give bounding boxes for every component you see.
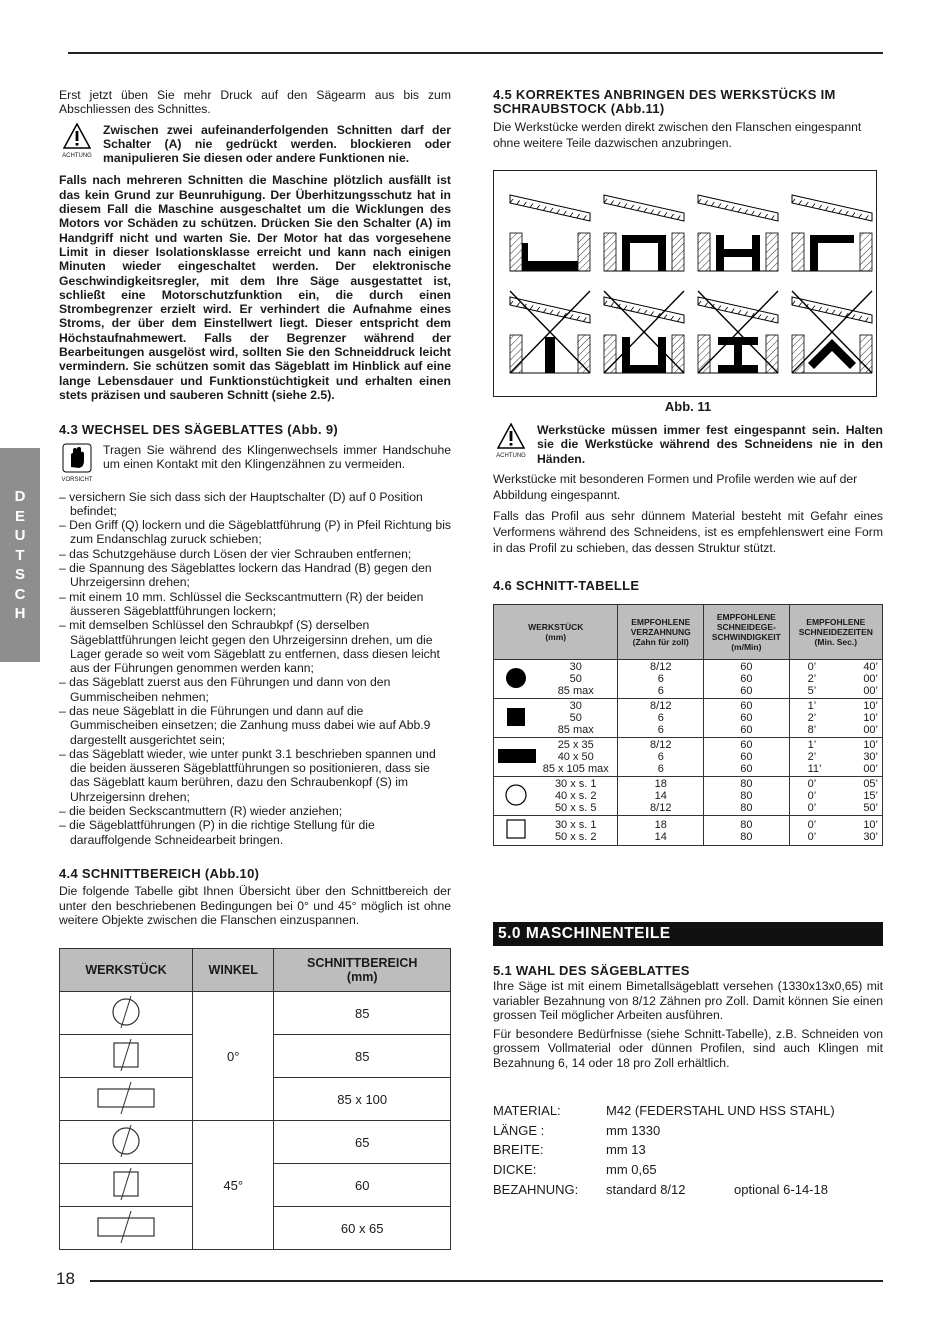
warning-block-2 xyxy=(493,423,883,466)
blade-change-step: – das Schutzgehäuse durch Lösen der vier Schrauben entfernen; xyxy=(59,546,412,561)
figure-caption: Abb. 11 xyxy=(664,399,712,414)
table-row xyxy=(494,777,883,816)
time-seconds: 10’ 30’ xyxy=(863,818,878,843)
glove-icon: VORSICHT xyxy=(59,443,95,484)
footer-rule xyxy=(90,1280,883,1282)
table-row xyxy=(60,992,451,1035)
page-number: 18 xyxy=(56,1269,75,1288)
spec-label: LÄNGE : xyxy=(493,1122,545,1138)
spec-extra: optional 6-14-18 xyxy=(734,1181,828,1197)
round-solid-icon xyxy=(503,665,529,694)
warning-icon: ACHTUNG xyxy=(493,423,529,460)
spec-label: BEZAHNUNG: xyxy=(493,1181,579,1197)
correct-clamping-channel-down xyxy=(604,195,684,271)
warning-icon: ACHTUNG xyxy=(59,123,95,160)
table-row xyxy=(494,738,883,777)
side-tab-letter: T xyxy=(15,546,25,564)
workpiece-size-cell: 30 x s. 1 40 x s. 2 50 x s. 5 xyxy=(554,778,597,814)
spec-value: mm 1330 xyxy=(606,1122,661,1138)
table-header-teeth: EMPFOHLENE VERZAHNUNG (Zahn für zoll) xyxy=(618,605,704,660)
speed-cell: 80 80 xyxy=(704,816,790,846)
teeth-cell: 18 14 xyxy=(618,816,704,846)
blade-change-step: – mit einem 10 mm. Schlüssel die Seckscantmuttern (R) der beiden äusseren Sägeblattführungen lockern; xyxy=(59,589,424,618)
rect-profile-icon xyxy=(93,1081,159,1118)
warning-text-2: Werkstücke müssen immer fest eingespannt sein. Halten sie die Werkstücke während des Schneidens nie in den Händen. xyxy=(537,423,883,466)
round-profile-icon xyxy=(103,995,149,1032)
angle-cell: 0° xyxy=(193,992,274,1121)
spec-value: M42 (FEDERSTAHL UND HSS STAHL) xyxy=(606,1103,835,1118)
time-minutes: 1’ 2’ 8’ xyxy=(807,700,817,736)
cutting-range-table xyxy=(59,948,451,1250)
rect-profile-icon xyxy=(93,1210,159,1247)
square-profile-icon xyxy=(103,1038,149,1075)
table-header-angle: WINKEL xyxy=(193,949,274,992)
side-tab-letter: U xyxy=(14,527,26,544)
workpiece-size-cell: 30 50 85 max xyxy=(557,661,594,697)
blade-change-step: – mit demselben Schlüssel den Schraubkpf (S) derselben Sägeblattführungen leicht gegen den Uhrzeigersinn drehen, um die Lager gerade so weit vom Sägeblatt zu entfernen, dass diesen leicht aus der Führungen genommen werden kann; xyxy=(59,618,440,676)
workpiece-size-cell: 30 50 85 max xyxy=(557,700,594,736)
square-tube-icon xyxy=(504,817,528,844)
time-seconds: 10’ 10’ 00’ xyxy=(863,700,878,736)
side-tab-letter: S xyxy=(14,566,25,583)
overload-protection-text: Falls nach mehreren Schnitten die Maschine plötzlich ausfällt ist das kein Grund zur Beunruhigung. Der Überhitzungsschutz hat in diesem Fall die Maschine ausgeschaltet um die Wicklungen des Motors vor Schäden zu schützen. Drücken Sie den Schalter (A) im Handgriff nicht und warten Sie. Der Motor hat das vorgesehene Limit in dieser Isolationsklasse erreicht und kann nach einigen Minuten wieder eingeschaltet werden. Der elektronische Geschwindigkeitsregler, mit dem Ihre Säge ausgestattet ist, schließt eine Motorschutzfunktion ein, die durch einen Strombegrenzer erzielt wird. Er verhindert die Aufnahme eines Stroms, der über dem Einstellwert liegt. Dieser entspricht dem Höchstaufnahmewert. Falls der Begrenzer während der Bearbeitungen ausgelöst wird, sollten Sie den Schneiddruck leicht vermindern. Sie schützen somit das Sägeblatt im Hinblick auf eine lange Lebensdauer und Funktionstüchtigkeit und erhalten einen stets präzisen und sauberen Schnitt (siehe 2.5). xyxy=(59,173,451,402)
teeth-cell: 8/12 6 6 xyxy=(618,738,704,777)
header-rule xyxy=(68,52,883,54)
spec-row xyxy=(493,1121,883,1141)
speed-cell: 60 60 60 xyxy=(704,699,790,738)
section-4-4-text: Die folgende Tabelle gibt Ihnen Übersicht über den Schnittbereich der unter den beschriebenen Bedingungen bei 0° und 45° möglich ist ohne weitere Objekte zwischen die Flanschen einzuspannen. xyxy=(59,884,451,927)
teeth-cell: 18 14 8/12 xyxy=(618,777,704,816)
intro-text: Erst jetzt üben Sie mehr Druck auf den Sägearm aus bis zum Abschliessen des Schnittes. xyxy=(59,88,451,117)
right-column xyxy=(493,88,883,151)
square-profile-icon xyxy=(103,1167,149,1204)
speed-cell: 80 80 80 xyxy=(704,777,790,816)
time-minutes: 0’ 0’ xyxy=(807,818,817,843)
time-minutes: 0’ 2’ 5’ xyxy=(807,661,817,697)
side-tab-letter: E xyxy=(14,507,25,525)
warning-text: Zwischen zwei aufeinanderfolgenden Schnitten darf der Schalter (A) nie gedrückt werden. blockieren oder manipulieren Sie diesen oder andere Funktionen nie. xyxy=(103,122,451,166)
table-row xyxy=(494,816,883,846)
correct-clamping-h-beam xyxy=(698,195,778,271)
table-header-workpiece: WERKSTÜCK xyxy=(60,949,193,992)
spec-row xyxy=(493,1180,883,1200)
spec-value: mm 13 xyxy=(606,1142,646,1158)
cutting-range-cell: 85 xyxy=(274,1035,451,1078)
table-header-speed: EMPFOHLENE SCHNEIDEGE- SCHWINDIGKEIT (m/Min) xyxy=(704,605,790,660)
blade-change-step: – das Sägeblatt wieder, wie unter punkt 3.1 beschrieben spannen und die beiden äusseren Sägeblattführungen so positionieren, dass sie das Sägeblatt kaum berühren, dazu den Schraubenkopf (S) im Uhrzeigersinn drehen; xyxy=(59,746,436,804)
speed-cell: 60 60 60 xyxy=(704,738,790,777)
section-4-4-heading: 4.4 SCHNITTBEREICH (Abb.10) xyxy=(59,865,260,881)
angle-cell: 45° xyxy=(193,1121,274,1250)
spec-label: BREITE: xyxy=(493,1142,544,1158)
caution-block xyxy=(59,443,451,484)
blade-specifications xyxy=(493,1101,883,1200)
blade-change-step: – die Sägeblattführungen (P) in die richtige Stellung für die darauffolgende Schneidearbeit bringen. xyxy=(59,818,375,847)
section-5-0-heading: 5.0 MASCHINENTEILE xyxy=(493,922,883,946)
correct-clamping-flat xyxy=(510,195,590,271)
teeth-cell: 8/12 6 6 xyxy=(618,699,704,738)
table-header-workpiece-mm: WERKSTÜCK (mm) xyxy=(494,605,618,660)
blade-change-step: – das Sägeblatt zuerst aus den Führungen und dann von den Gummischeiben nehmen; xyxy=(59,675,391,704)
table-header-time: EMPFOHLENE SCHNEIDEZEITEN (Min. Sec.) xyxy=(789,605,882,660)
table-header-range: SCHNITTBEREICH (mm) xyxy=(274,949,451,992)
round-profile-icon xyxy=(103,1124,149,1161)
spec-row xyxy=(493,1160,883,1180)
cutting-range-cell: 85 x 100 xyxy=(274,1078,451,1121)
wrong-clamping-angle-up xyxy=(792,291,872,373)
spec-value: standard 8/12 xyxy=(606,1181,686,1197)
teeth-cell: 8/12 6 6 xyxy=(618,660,704,699)
cutting-range-cell: 60 x 65 xyxy=(274,1207,451,1250)
section-4-5-text: Die Werkstücke werden direkt zwischen den Flanschen eingespannt ohne weitere Teile dazwischen anzubringen. xyxy=(493,119,862,150)
language-side-tab xyxy=(0,448,40,662)
correct-clamping-angle xyxy=(792,195,872,271)
special-profiles-text: Werkstücke mit besonderen Formen und Profile werden wie auf der Abbildung eingespannt. xyxy=(493,471,858,502)
section-5-1-heading: 5.1 WAHL DES SÄGEBLATTES xyxy=(493,963,690,978)
round-tube-icon xyxy=(503,782,529,811)
cutting-table xyxy=(493,604,883,846)
table-row xyxy=(494,699,883,738)
right-column-mid xyxy=(493,423,883,593)
wrong-clamping-i-beam xyxy=(510,291,590,373)
blade-change-step: – versichern Sie sich dass sich der Hauptschalter (D) auf 0 Position befindet; xyxy=(59,489,423,518)
blade-change-step: – das neue Sägeblatt in die Führungen und dann auf die Gummischeiben einsetzen; die Zanhung muss dabei wie auf Abb.9 dargestellt ausgerichtet sein; xyxy=(59,703,431,747)
thin-profile-text: Falls das Profil aus sehr dünnem Material besteht mit Gefahr eines Verformens während des Schneidens, ist es empfehlenswert eine Form in das Profil zu schieben, das dessen Struktur stützt. xyxy=(493,508,883,555)
section-4-6-heading: 4.6 SCHNITT-TABELLE xyxy=(493,577,640,593)
table-row xyxy=(494,660,883,699)
rect-solid-icon xyxy=(496,745,538,770)
time-minutes: 0’ 0’ 0’ xyxy=(807,778,817,814)
left-column xyxy=(59,88,451,927)
workpiece-size-cell: 25 x 35 40 x 50 85 x 105 max xyxy=(542,739,609,775)
cutting-range-cell: 65 xyxy=(274,1121,451,1164)
time-seconds: 40’ 00’ 00’ xyxy=(863,661,878,697)
cutting-range-cell: 60 xyxy=(274,1164,451,1207)
square-solid-icon xyxy=(504,705,528,732)
section-5-1-text-2: Für besondere Bedürfnisse (siehe Schnitt-Tabelle), z.B. Schneiden von grossem Vollmaterial oder dünnen Profilen, sind auch Klingen mit Bezahnung 6, 14 oder 18 pro Zoll erhältlich. xyxy=(493,1027,883,1070)
time-minutes: 1’ 2’ 11’ xyxy=(807,739,822,775)
spec-label: DICKE: xyxy=(493,1162,537,1178)
spec-value: mm 0,65 xyxy=(606,1162,657,1178)
workpiece-size-cell: 30 x s. 1 50 x s. 2 xyxy=(554,818,597,843)
blade-change-step: – die Spannung des Sägeblattes lockern das Handrad (B) gegen den Uhrzeigersinn drehen; xyxy=(59,561,432,590)
figure-11 xyxy=(493,170,877,397)
time-seconds: 05’ 15’ 50’ xyxy=(863,778,878,814)
warning-block xyxy=(59,123,451,166)
spec-label: MATERIAL: xyxy=(493,1103,561,1118)
blade-change-steps xyxy=(59,490,451,847)
spec-row xyxy=(493,1101,883,1121)
side-tab-letter: D xyxy=(14,488,26,505)
side-tab-letter: C xyxy=(14,585,26,603)
time-seconds: 10’ 30’ 00’ xyxy=(863,739,878,775)
section-4-3-heading: 4.3 WECHSEL DES SÄGEBLATTES (Abb. 9) xyxy=(59,422,339,438)
side-tab-letter: H xyxy=(14,605,26,622)
blade-change-step: – die beiden Seckscantmuttern (R) wieder anziehen; xyxy=(59,804,343,819)
section-5-1 xyxy=(493,964,883,1070)
spec-row xyxy=(493,1140,883,1160)
vise-clamping-illustration xyxy=(494,171,876,396)
wrong-clamping-i-beam-side xyxy=(698,291,778,373)
blade-change-step: – Den Griff (Q) lockern und die Sägeblattführung (P) in Pfeil Richtung bis zum Endanschlag zuruck schieben; xyxy=(59,518,452,547)
table-row xyxy=(60,1121,451,1164)
section-5-1-text: Ihre Säge ist mit einem Bimetallsägeblatt versehen (1330x13x0,65) mit variabler Bezahnung von 8/12 Zähnen pro Zoll. Damit können Sie einen grossen Teil möglicher Arbeiten ausführen. xyxy=(493,979,883,1022)
wrong-clamping-channel-up xyxy=(604,291,684,373)
section-4-5-heading: 4.5 KORREKTES ANBRINGEN DES WERKSTÜCKS IM SCHRAUBSTOCK (Abb.11) xyxy=(493,87,836,117)
cutting-range-cell: 85 xyxy=(274,992,451,1035)
caution-text: Tragen Sie während des Klingenwechsels immer Handschuhe um einen Kontakt mit den Klingenzähnen zu vermeiden. xyxy=(103,442,451,471)
speed-cell: 60 60 60 xyxy=(704,660,790,699)
